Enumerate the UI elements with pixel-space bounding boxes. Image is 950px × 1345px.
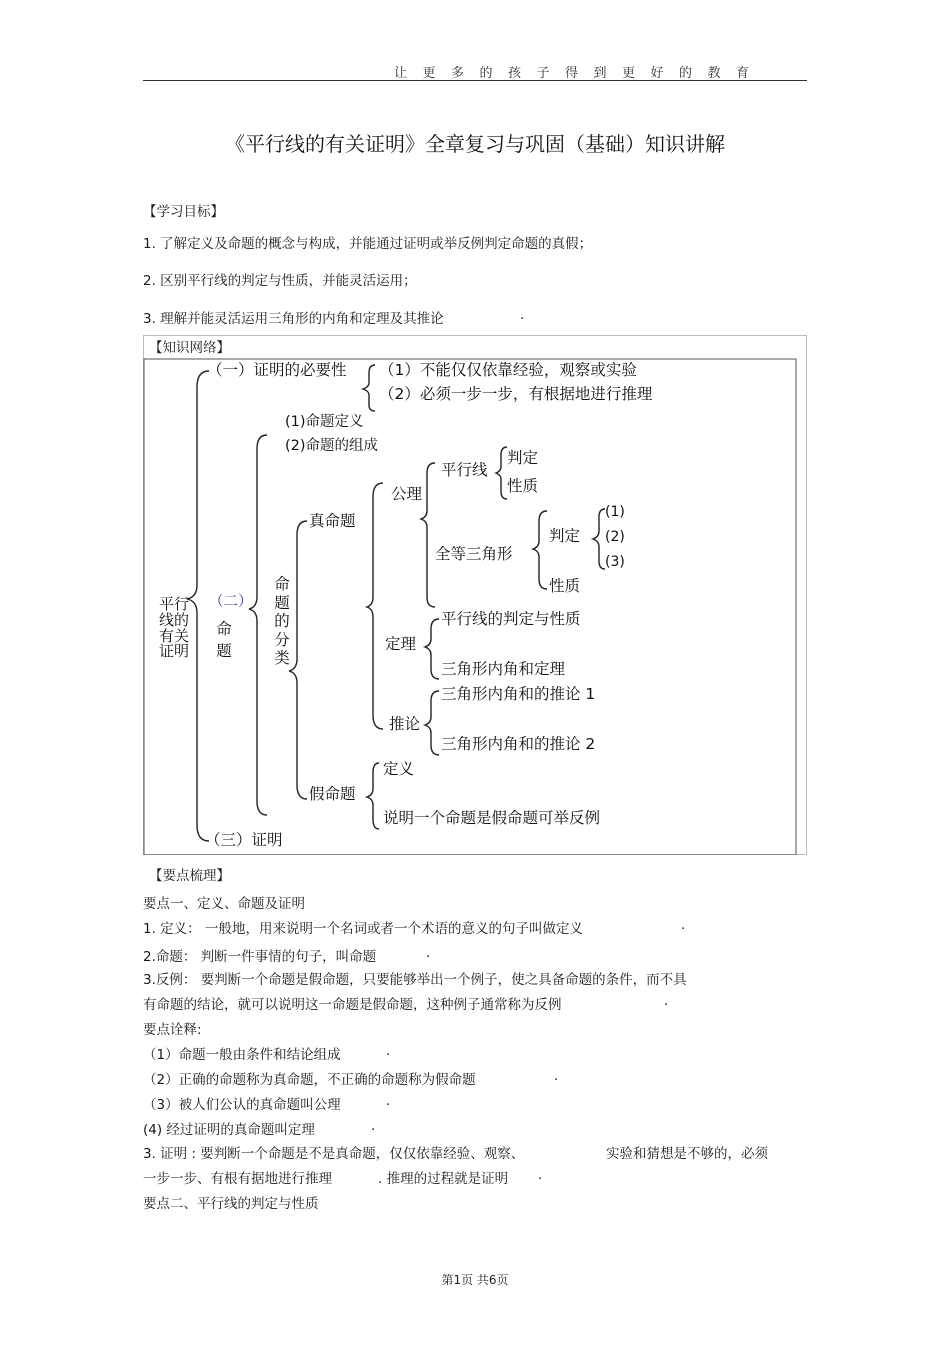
goal-item-3: 3. 理解并能灵活运用三角形的内角和定理及其推论 bbox=[143, 311, 444, 327]
node-prop-classification: 命题的分类 bbox=[274, 575, 290, 668]
point-1-title: 要点一、定义、命题及证明 bbox=[143, 896, 305, 912]
node-corollary-1: 三角形内角和的推论 1 bbox=[441, 685, 596, 703]
explain-item-1-period: . bbox=[386, 1043, 391, 1059]
node-criterion-2: (2) bbox=[605, 529, 625, 545]
node-false-prop: 假命题 bbox=[309, 785, 356, 803]
node-counterexample: 说明一个命题是假命题可举反例 bbox=[383, 809, 601, 827]
node-necessity-1: （1）不能仅仅依靠经验，观察或实验 bbox=[379, 361, 637, 379]
explain-item-2: （2）正确的命题称为真命题，不正确的命题称为假命题 bbox=[143, 1072, 476, 1088]
node-prop-composition: (2)命题的组成 bbox=[285, 438, 379, 454]
header-rule bbox=[143, 80, 807, 81]
def-proof-line-1b: 实验和猜想是不够的，必须 bbox=[606, 1146, 768, 1162]
def-proof-line-1a: 3. 证明 : 要判断一个命题是不是真命题，仅仅依靠经验、观察、 bbox=[143, 1146, 525, 1162]
node-true-prop: 真命题 bbox=[309, 512, 356, 530]
explain-item-4: (4) 经过证明的真命题叫定理 bbox=[143, 1122, 315, 1138]
node-congruent-property: 性质 bbox=[549, 577, 581, 595]
node-proposition: 命题 bbox=[216, 620, 232, 661]
node-criterion-1: (1) bbox=[605, 504, 625, 520]
node-necessity: （一）证明的必要性 bbox=[207, 361, 347, 379]
node-axiom: 公理 bbox=[391, 485, 423, 503]
header-motto: 让更多的孩子得到更好的教育 bbox=[394, 66, 765, 81]
goal-item-2: 2. 区别平行线的判定与性质，并能灵活运用； bbox=[143, 273, 417, 289]
goal-item-3-period: . bbox=[520, 307, 525, 323]
goals-heading: 【学习目标】 bbox=[143, 204, 224, 220]
root-label: 平行线的有关证明 bbox=[158, 595, 189, 661]
def-proof-line-2a: 一步一步、有根有据地进行推理 bbox=[143, 1171, 332, 1187]
explain-item-3: （3）被人们公认的真命题叫公理 bbox=[143, 1097, 341, 1113]
node-theorem: 定理 bbox=[385, 635, 417, 653]
knowledge-network-diagram bbox=[143, 335, 807, 855]
def-proof-line-2b: . 推理的过程就是证明 bbox=[378, 1171, 509, 1187]
points-heading: 【要点梳理】 bbox=[149, 868, 230, 884]
goal-item-1: 1. 了解定义及命题的概念与构成，并能通过证明或举反例判定命题的真假； bbox=[143, 236, 593, 252]
explain-title: 要点诠释: bbox=[143, 1022, 202, 1038]
node-theorem-parallel: 平行线的判定与性质 bbox=[441, 610, 581, 628]
node-prop-paren: （二） bbox=[209, 594, 253, 610]
def-counterexample-line-1: 3.反例： 要判断一个命题是假命题，只要能够举出一个例子，使之具备命题的条件，而不具 bbox=[143, 972, 687, 988]
explain-item-4-period: . bbox=[371, 1118, 376, 1134]
node-necessity-2: （2）必须一步一步，有根据地进行推理 bbox=[379, 385, 653, 403]
node-false-definition: 定义 bbox=[383, 760, 415, 778]
def-counterexample-period: . bbox=[664, 993, 669, 1009]
node-proof: （三）证明 bbox=[205, 831, 283, 849]
document-title: 《平行线的有关证明》全章复习与巩固（基础）知识讲解 bbox=[225, 132, 725, 156]
node-parallel: 平行线 bbox=[441, 461, 488, 479]
explain-item-2-period: . bbox=[554, 1068, 559, 1084]
node-parallel-property: 性质 bbox=[507, 477, 539, 495]
node-theorem-angle-sum: 三角形内角和定理 bbox=[441, 660, 566, 678]
def-definition: 1. 定义： 一般地，用来说明一个名词或者一个术语的意义的句子叫做定义 bbox=[143, 921, 583, 937]
explain-item-3-period: . bbox=[386, 1093, 391, 1109]
explain-item-1: （1）命题一般由条件和结论组成 bbox=[143, 1047, 341, 1063]
point-2-title: 要点二、平行线的判定与性质 bbox=[143, 1196, 319, 1212]
node-corollary: 推论 bbox=[389, 715, 421, 733]
node-congruent-judge: 判定 bbox=[549, 527, 581, 545]
def-counterexample-line-2: 有命题的结论，就可以说明这一命题是假命题，这种例子通常称为反例 bbox=[143, 997, 562, 1013]
def-proposition-period: . bbox=[426, 945, 431, 961]
node-prop-definition: (1)命题定义 bbox=[285, 414, 364, 430]
node-congruent: 全等三角形 bbox=[435, 545, 513, 563]
page-footer: 第1页 共6页 bbox=[441, 1273, 509, 1287]
node-parallel-judge: 判定 bbox=[507, 449, 539, 467]
node-corollary-2: 三角形内角和的推论 2 bbox=[441, 735, 596, 753]
network-heading: 【知识网络】 bbox=[149, 340, 230, 356]
def-definition-period: . bbox=[681, 917, 686, 933]
def-proposition: 2.命题： 判断一件事情的句子，叫命题 bbox=[143, 949, 377, 965]
node-criterion-3: (3) bbox=[605, 554, 625, 570]
def-proof-period: . bbox=[538, 1167, 543, 1183]
